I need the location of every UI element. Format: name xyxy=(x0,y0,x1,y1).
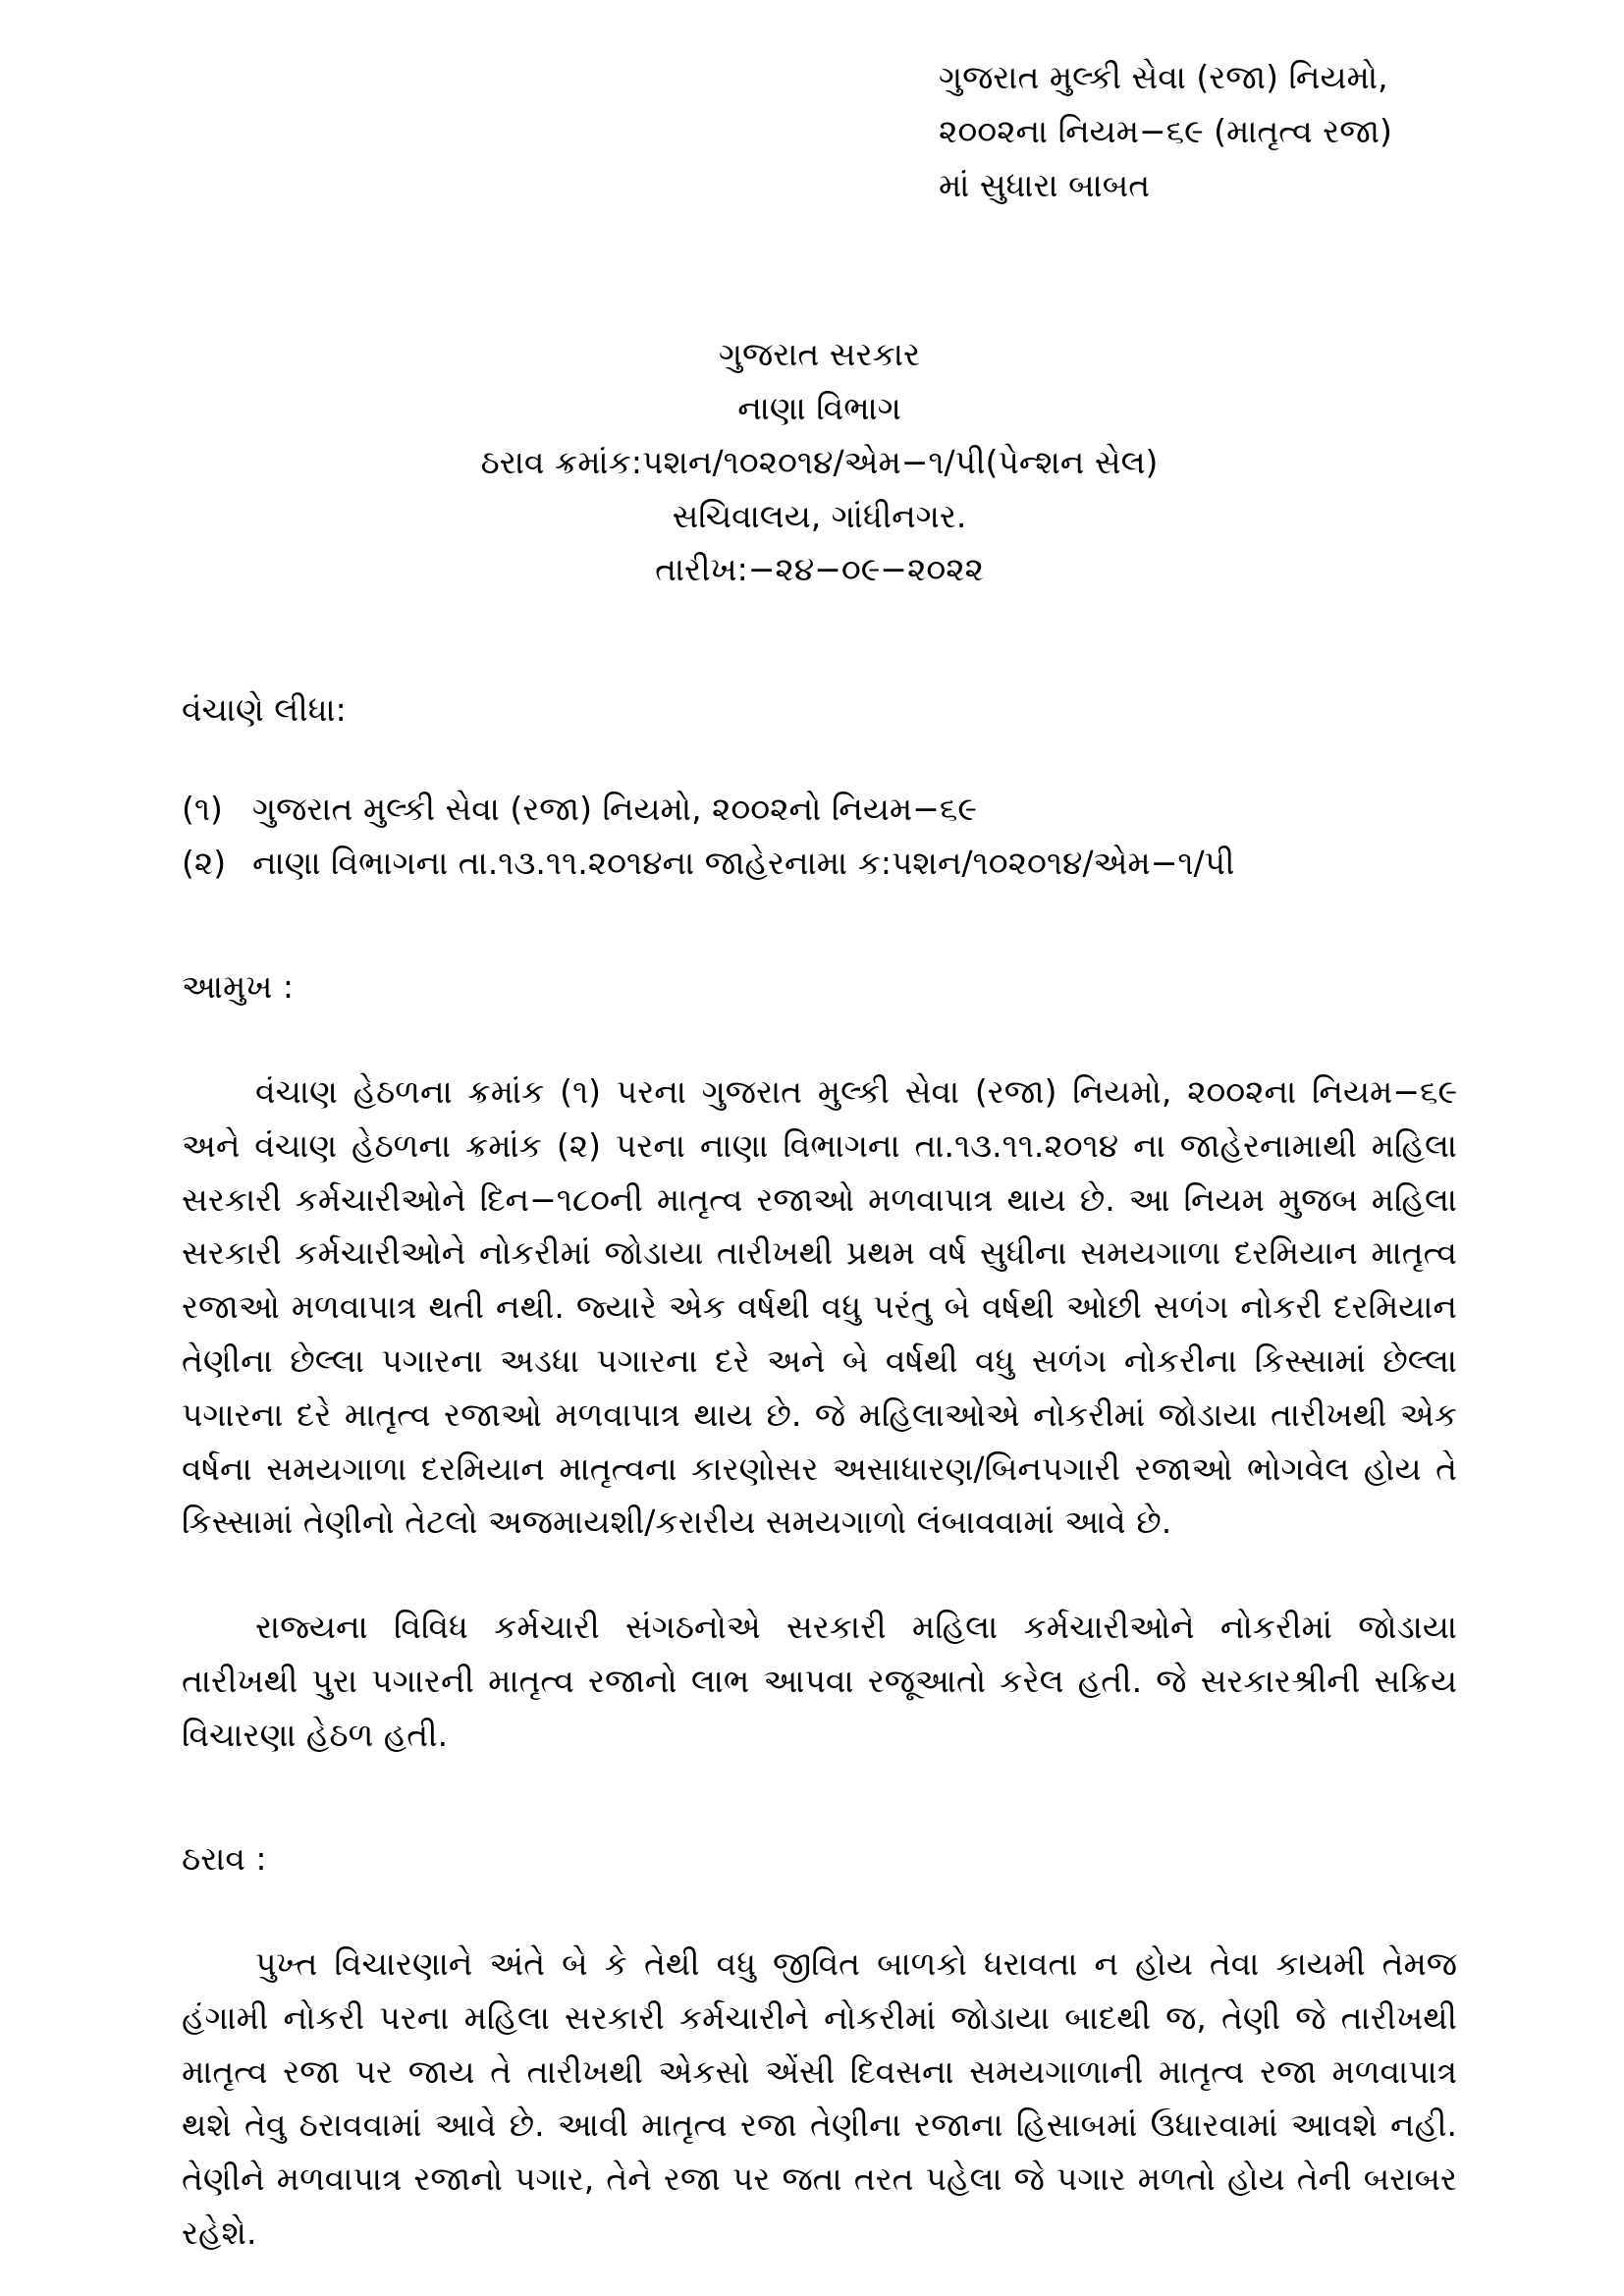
government-name: ગુજરાત સરકાર xyxy=(718,335,921,374)
subject-block xyxy=(939,51,1457,212)
preamble-paragraph-1: વંચાણ હેઠળના ક્રમાંક (૧) પરના ગુજરાત મુલ્કી સેવા (રજા) નિયમો, ૨૦૦૨ના નિયમ−૬૯ અને વંચાણ હેઠળના ક્રમાંક (૨) પરના નાણા વિભાગના તા.૧૩.૧૧.૨૦૧૪ ના જાહેરનામાથી મહિલા સરકારી કર્મચારીઓને દિન−૧૮૦ની માતૃત્વ રજાઓ મળવાપાત્ર થાય છે. આ નિયમ મુજબ મહિલા સરકારી કર્મચારીઓને નોકરીમાં જોડાયા તારીખથી પ્રથમ વર્ષ સુધીના સમયગાળા દરમિયાન માતૃત્વ રજાઓ મળવાપાત્ર થતી નથી. જ્યારે એક વર્ષથી વધુ પરંતુ બે વર્ષથી ઓછી સળંગ નોકરી દરમિયાન તેણીના છેલ્લા પગારના અડધા પગારના દરે અને બે વર્ષથી વધુ સળંગ નોકરીના કિસ્સામાં છેલ્લા પગારના દરે માતૃત્વ રજાઓ મળવાપાત્ર થાય છે. જે મહિલાઓએ નોકરીમાં જોડાયા તારીખથી એક વર્ષના સમયગાળા દરમિયાન માતૃત્વના કારણોસર અસાધારણ/બિનપગારી રજાઓ ભોગવેલ હોય તે કિસ્સામાં તેણીનો તેટલો અજમાયશી/કરારીય સમયગાળો લંબાવવામાં આવે છે. xyxy=(182,1072,1457,1542)
read-item-1-number: (૧) xyxy=(182,789,223,828)
preamble-paragraph-2: રાજ્યના વિવિધ કર્મચારી સંગઠનોએ સરકારી મહિલા કર્મચારીઓને નોકરીમાં જોડાયા તારીખથી પુરા પગારની માતૃત્વ રજાનો લાભ આપવા રજૂઆતો કરેલ હતી. જે સરકારશ્રીની સક્રિય વિચારણા હેઠળ હતી. xyxy=(182,1608,1457,1754)
subject-line-2: ૨૦૦૨ના નિયમ−૬૯ (માતૃત્વ રજા) xyxy=(939,111,1392,150)
read-item-2-text: નાણા વિભાગના તા.૧૩.૧૧.૨૦૧૪ના જાહેરનામા ક:પશન/૧૦૨૦૧૪/એમ−૧/પી xyxy=(252,843,1235,882)
read-section-heading: વંચાણે લીધા: xyxy=(182,690,347,730)
date-line: તારીખ:−૨૪−૦૯−૨૦૨૨ xyxy=(655,550,984,589)
read-item-2-number: (૨) xyxy=(182,843,227,882)
department-name: નાણા વિભાગ xyxy=(737,389,901,428)
resolution-paragraph-1: પુખ્ત વિચારણાને અંતે બે કે તેથી વધુ જીવિત બાળકો ધરાવતા ન હોય તેવા કાયમી તેમજ હંગામી નોકરી પરના મહિલા સરકારી કર્મચારીને નોકરીમાં જોડાયા બાદથી જ, તેણી જે તારીખથી માતૃત્વ રજા પર જાય તે તારીખથી એકસો એંસી દિવસના સમયગાળાની માતૃત્વ રજા મળવાપાત્ર થશે તેવુ ઠરાવવામાં આવે છે. આવી માતૃત્વ રજા તેણીના રજાના હિસાબમાં ઉધારવામાં આવશે નહી. તેણીને મળવાપાત્ર રજાનો પગાર, તેને રજા પર જતા તરત પહેલા જે પગાર મળતો હોય તેની બરાબર રહેશે. xyxy=(182,1944,1457,2252)
place-line: સચિવાલય, ગાંધીનગર. xyxy=(672,496,967,535)
resolution-heading: ઠરાવ : xyxy=(182,1839,267,1879)
read-item-1-text: ગુજરાત મુલ્કી સેવા (રજા) નિયમો, ૨૦૦૨નો નિયમ−૬૯ xyxy=(252,789,977,828)
read-item-2 xyxy=(182,837,1457,891)
resolution-number: ઠરાવ ક્રમાંક:પશન/૧૦૨૦૧૪/એમ−૧/પી(પેન્શન સેલ) xyxy=(480,442,1159,481)
letterhead xyxy=(182,328,1457,597)
preamble-heading: આમુખ : xyxy=(182,967,295,1007)
read-item-1 xyxy=(182,783,1457,837)
read-list xyxy=(182,783,1457,891)
subject-line-3: માં સુધારા બાબત xyxy=(939,165,1151,204)
subject-line-1: ગુજરાત મુલ્કી સેવા (રજા) નિયમો, xyxy=(939,58,1388,96)
